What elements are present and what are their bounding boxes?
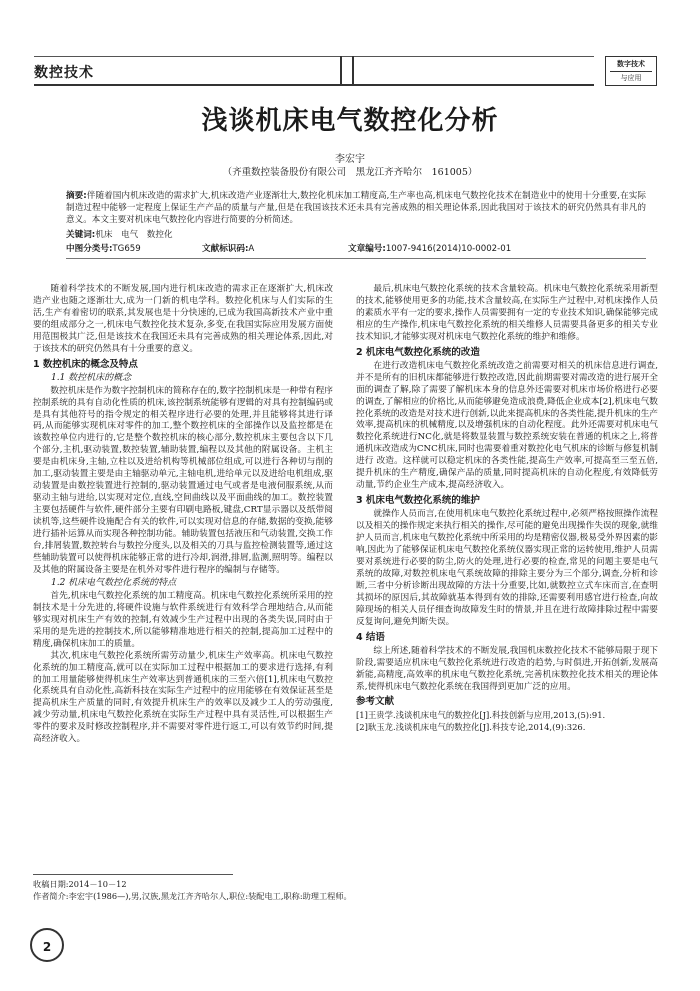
paragraph-1-2a: 首先,机床电气数控化系统的加工精度高。机床电气数控化系统所采用的控制技术是十分先进的,将硬件设施与软件系统进行有效科学合理地结合,从而能够实现对机床生产有效的控制,有效减少生产过程中出现的各类失误,同时由于采用的是先进的控制技术,所以能够精准地进行相关的控制,提高加工过程中的精度,确保机床加工的质量。	[33, 590, 333, 649]
clc-label: 中图分类号:	[66, 244, 113, 254]
heading-2: 2 机床电气数控化系统的改造	[356, 346, 480, 358]
doc-label: 文献标识码:	[202, 244, 249, 254]
clc-value: TG659	[112, 244, 141, 254]
header-top-rule	[34, 56, 594, 57]
author-name: 李宏宇	[335, 154, 365, 165]
heading-4: 4 结语	[356, 631, 385, 643]
art-label: 文章编号:	[348, 244, 386, 254]
paragraph-1-1: 数控机床是作为数字控制机床的简称存在的,数字控制机床是一种带有程序控制系统的具有自动化性质的机床,该控制系统能够有逻辑的对具有控制编码或是具有其他符号的指令规定的相关程序进行必要的处理,并且能够将其进行译码,从而能够实现机床对零件的加工,整个数控机床的全部操作以及监控都是在该数控单位内进行的,它是整个数控机床的核心部分,数控机床主要包含以下几个部分,主机,驱动装置,数控装置,辅助装置,编程以及其他的附属设备。主机主要是由机床身,主轴,立柱以及进给机构等机械部位组成,可以进行各种切与削的加工,驱动装置主要是由主轴驱动单元,主轴电机,进给单元以及进给电机组成,驱动装置是由数控装置进行控制的,驱动装置通过电气或者是电液伺服系统,从而驱动主轴与进给,以实现对定位,直线,空间曲线以及平面曲线的加工。数控装置主要包括硬件与软件,硬件部分主要有印刷电路板,键盘,CRT显示器以及纸带阅读机等,这些硬件设施配合有关的软件,可以实现对信息的存储,数据的变换,能够进行插补运算从而实现各种控制功能。辅助装置包括液压和气动装置,交换工作台,排屑装置,数控转台与数控分度头,以及相关的刀具与监控检测装置等,通过这些辅助装置可以使得机床能够正常的进行冷却,润滑,排屑,监测,照明等。编程以及其他的附属设备主要是在机外对零件进行程序的编制与存储等。	[33, 385, 333, 575]
paragraph-right-top: 最后,机床电气数控化系统的技术含量较高。机床电气数控化系统采用新型的技术,能够使用更多的功能,技术含量较高,在实际生产过程中,对机床操作人员的素质水平有一定的要求,操作人员需要拥有一定的专业技术知识,确保能够完成相应的生产操作,机床电气数控化系统的相关维修人员需要具备更多的相关专业技术知识,才能够实现对机床电气数控化系统的维护和维修。	[356, 284, 658, 342]
abstract-label: 摘要:	[66, 191, 87, 201]
header-divider-bars	[338, 56, 358, 84]
paragraph-2: 在进行改造机床电气数控化系统改造之前需要对相关的机床信息进行调查,并不是所有的旧机床都能够进行数控改造,因此前期需要对需改造的进行展开全面的调查了解,除了需要了解机床本身的信息外还需要对机床市场价格进行必要的调查,了解相应的价格比,从而能够避免造成浪费,降低企业成本[2],机床电气数控化系统的改造是对技术进行创新,以此来提高机床的各类性能,提升机床的生产效率,提高机床的机械精度,以及增强机床的自动化程度。此外还需要对机床电气数控化系统进行NC化,就是将数显装置与数控系统安装在普通的机床之上,将普通机床改造成为CNC机床,同时也需要着重对数控化电气机床的诊断与修复机制进行 改造。这样就可以稳定机床的各类性能,提高生产效率,可提高至三至五倍,提升机床的生产精度,确保产品的质量,同时提高机床的自动化程度,有效降低劳动量,节约企业生产成本,提高经济收入。	[356, 360, 658, 491]
received-date: 收稿日期:2014－10－12	[33, 879, 127, 889]
reference-1: [1]王贵学.浅谈机床电气的数控化[J].科技创新与应用,2013,(5):91.	[356, 710, 606, 721]
keywords-text: 机床 电气 数控化	[95, 230, 173, 240]
paragraph-1-2b: 其次,机床电气数控化系统所需劳动量少,机床生产效率高。机床电气数控化系统的加工精度高,就可以在实际加工过程中根据加工的要求进行选择,有利的加工用量能够使得机床生产效率达到普通机床的三至六倍[1],机床电气数控化系统具有自动化性,高新科技在实际生产过程中的应用能够在有效保证甚至是提高机床生产质量的同时,有效提升机床生产的效率以及减少工人的劳动强度,减少劳动量,机床电气数控化系统在实际生产过程中具有灵活性,可以根据生产零件的要求及时修改控制程序,并不需要对零件进行返工,可以有效节约时间,提高经济收入。	[33, 650, 333, 745]
page-number: 2	[42, 940, 52, 954]
heading-1: 1 数控机床的概念及特点	[33, 358, 138, 370]
abstract-rule	[66, 258, 646, 259]
journal-logo	[605, 56, 657, 86]
footnote	[33, 878, 653, 902]
author-bio: 作者简介:李宏宇(1986—),男,汉族,黑龙江齐齐哈尔人,职位:装配电工,职称:助理工程师。	[33, 891, 352, 901]
author-affiliation: （齐重数控装备股份有限公司 黑龙江齐齐哈尔 161005）	[222, 167, 478, 178]
header-bottom-rule	[34, 84, 594, 86]
page-number-badge	[30, 928, 64, 962]
intro-paragraph: 随着科学技术的不断发展,国内进行机床改造的需求正在逐渐扩大,机床改造产业也随之逐渐壮大,成为一门新的机电学科。数控化机床与人们实际的生活,生产有着密切的联系,其发展也是十分快速的,已成为我国高新技术产业中重要的组成部分之一,机床电气数控化技术复杂,多变,在我国实际应用发展方面使用范围极其广泛,但是该技术在我国还未具有完善成熟的相关理论体系,因此,对于该技术的研究仍然具有十分重要的意义。	[33, 284, 333, 354]
references-heading: 参考文献	[356, 696, 395, 708]
reference-2: [2]耿玉龙.浅谈机床电气的数控化[J].科技专论,2014,(9):326.	[356, 722, 586, 733]
paragraph-3: 就操作人员而言,在使用机床电气数控化系统过程中,必须严格按照操作流程以及相关的操作规定来执行相关的操作,尽可能的避免出现操作失误的现象,就维护人员而言,机床电气数控化系统中所采用的均是精密仪器,极易受外界因素的影响,因此为了能够保证机床电气数控化系统仪器实现正常的运转使用,维护人员需要对系统进行必要的防尘,防火的处理,进行必要的检查,常见的问题主要是电气系统的故障,对数控机床电气系统故障的排除主要分为三个部分,调查,分析和诊断,三者中分析诊断出现故障的方法十分重要,比如,就数控立式车床而言,在查明其损坏的原因后,其故障就基本得到有效的排除,还需要利用感官进行检查,向故障现场的相关人员仔细查询故障发生时的情景,并且在进行故障排除过程中需要反复询问,避免判断失误。	[356, 509, 658, 627]
logo-line2: 与应用	[620, 74, 642, 82]
doc-value: A	[248, 244, 255, 254]
heading-3: 3 机床电气数控化系统的维护	[356, 495, 480, 507]
article-title: 浅谈机床电气数控化分析	[201, 106, 499, 136]
paragraph-4: 综上所述,随着科学技术的不断发展,我国机床数控化技术不能够局限于现下阶段,需要适应机床电气数控化系统进行改造的趋势,与时俱进,开拓创新,发展高新能,高精度,高效率的机床电气数控化系统,完善机床数控化技术相关的理论体系,使得机床电气数控化系统在我国得到更加广泛的应用。	[356, 645, 658, 692]
abstract	[66, 190, 646, 226]
left-column	[33, 284, 333, 746]
section-label: 数控技术	[34, 65, 94, 81]
abstract-text: 伴随着国内机床改造的需求扩大,机床改造产业逐渐壮大,数控化机床加工精度高,生产率也高,机床电气数控化技术在制造业中的使用十分重要,在实际制造过程中能够一定程度上保证生产产品的质量与产量,但是在我国该技术还未具有完善成熟的相关理论体系,因此我国对于该技术的研究仍然具有非凡的意义。本文主要对机床电气数控化内容进行简要的分析简述。	[66, 191, 646, 225]
art-value: 1007-9416(2014)10-0002-01	[385, 244, 512, 254]
keywords-label: 关键词:	[66, 230, 96, 240]
keywords	[66, 228, 646, 240]
right-column	[356, 284, 658, 734]
footer-rule	[33, 874, 233, 875]
heading-1-2: 1.2 机床电气数控化系统的特点	[51, 577, 177, 588]
heading-1-1: 1.1 数控机床的概念	[51, 372, 132, 383]
logo-line1: 数字技术	[617, 60, 645, 68]
